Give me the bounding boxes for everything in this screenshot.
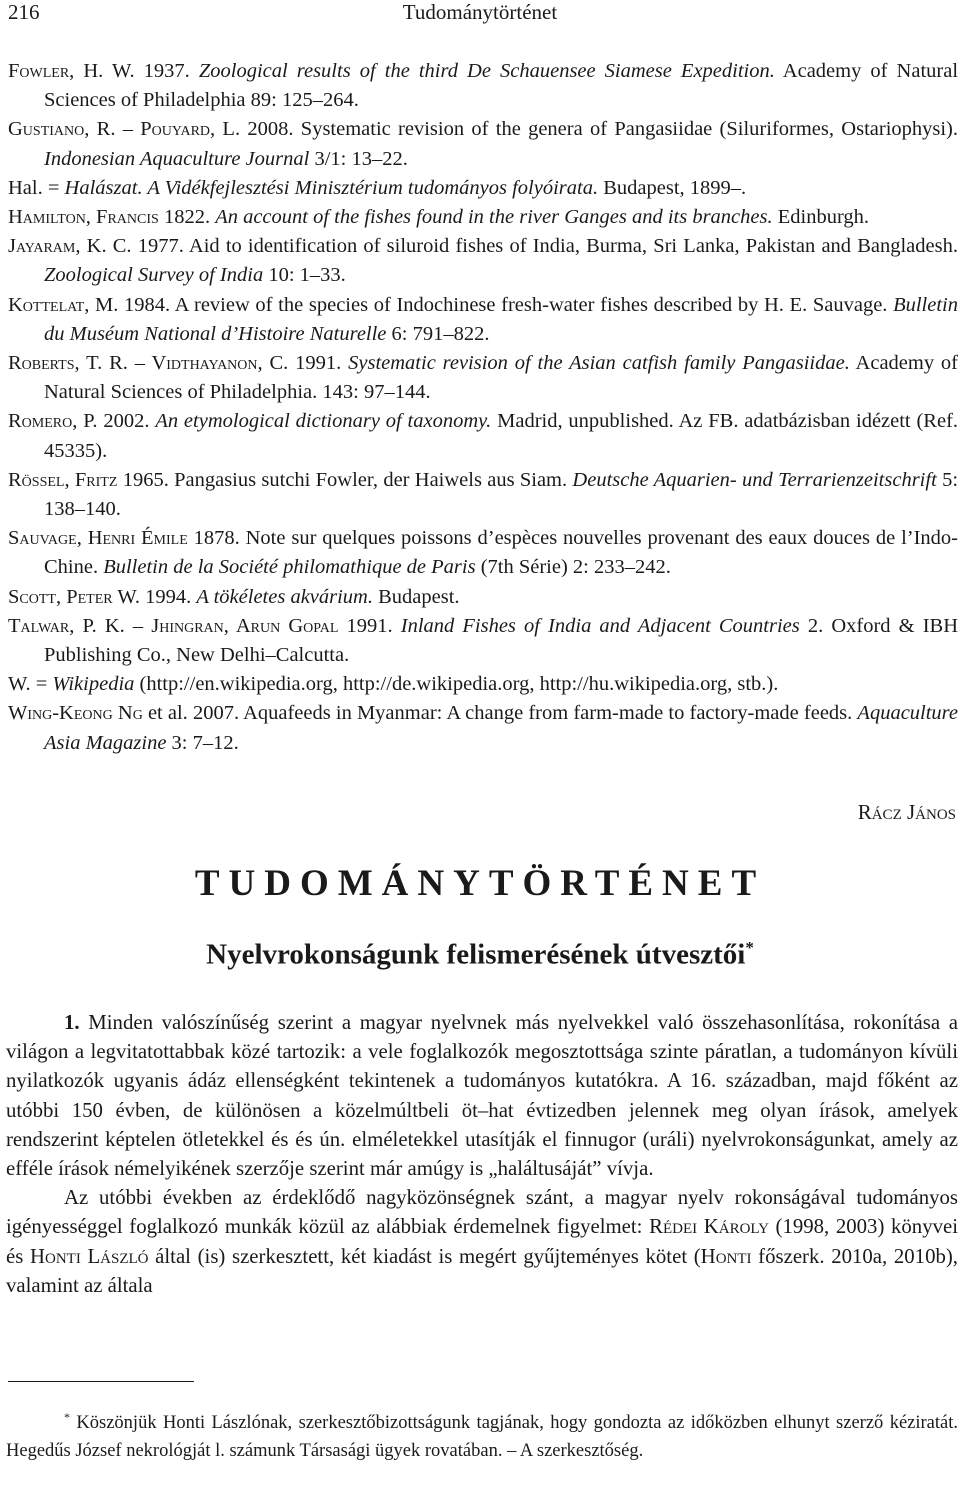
reference-text: A review of the species of Indochinese fresh-water fishes described by H. E. Sauvage. xyxy=(170,293,894,316)
reference-text: Budapest. xyxy=(373,585,460,608)
reference-author: Gustiano, R. – Pouyard, L. xyxy=(8,118,241,141)
reference-text: (http://en.wikipedia.org, http://de.wikipedia.org, http://hu.wikipedia.org, stb.). xyxy=(134,673,779,696)
cited-author: Honti xyxy=(700,1244,752,1268)
reference-year: 1965. xyxy=(122,468,169,491)
article-body xyxy=(6,1008,958,1300)
reference-text: 6: 791–822. xyxy=(386,322,490,345)
cited-author: Rédei Károly xyxy=(649,1215,769,1239)
reference-title: Halászat. A Vidékfejlesztési Minisztérium tudományos folyóirata. xyxy=(64,176,599,199)
article-title xyxy=(0,938,960,972)
article-author: Rácz János xyxy=(857,800,956,824)
reference-title: A tökéletes akvárium. xyxy=(196,585,373,608)
reference-author: Kottelat, M. xyxy=(8,293,119,316)
reference-text: Academy of Natural Sciences of Philadelphia 89: 125–264. xyxy=(44,60,959,112)
reference-item xyxy=(8,203,958,232)
reference-item xyxy=(8,670,958,699)
reference-title: Bulletin du Muséum National d’Histoire Naturelle xyxy=(44,293,958,345)
footnote-divider xyxy=(8,1381,194,1382)
reference-list xyxy=(8,57,958,758)
reference-title: An etymological dictionary of taxonomy. xyxy=(155,410,492,433)
reference-author: Wing-Keong Ng xyxy=(8,702,143,725)
article-title-text: Nyelvrokonságunk felismerésének útvesztői xyxy=(206,938,746,971)
reference-year: 1994. xyxy=(145,585,192,608)
reference-title: Systematic revision of the Asian catfish family Pangasiidae. xyxy=(348,352,850,375)
reference-item xyxy=(8,115,958,173)
reference-title: Inland Fishes of India and Adjacent Countries xyxy=(400,614,800,637)
reference-title: Zoological Survey of India xyxy=(44,264,264,287)
reference-title: An account of the fishes found in the river Ganges and its branches. xyxy=(215,206,773,229)
reference-text: Edinburgh. xyxy=(772,206,870,229)
reference-year: W. xyxy=(8,673,31,696)
footnote-marker-ref: * xyxy=(64,1410,70,1424)
reference-text: (7th Série) 2: 233–242. xyxy=(475,556,671,579)
reference-year: 2002. xyxy=(103,410,150,433)
section-number: 1. xyxy=(64,1011,80,1034)
reference-author: Fowler, H. W. xyxy=(8,60,135,82)
reference-text: Aid to identification of siluroid fishes of India, Burma, Sri Lanka, Pakistan and Bangladesh. xyxy=(183,235,958,258)
reference-author: Romero, P. xyxy=(8,410,98,433)
reference-item xyxy=(8,349,958,407)
reference-year: 1991. xyxy=(295,352,342,375)
reference-item xyxy=(8,407,958,465)
reference-text: 2. Oxford & IBH Publishing Co., New Delhi–Calcutta. xyxy=(44,614,958,667)
reference-year: 1991. xyxy=(346,614,393,637)
reference-year: 1878. xyxy=(193,527,240,550)
reference-item xyxy=(8,466,958,524)
reference-text: 10: 1–33. xyxy=(263,264,346,287)
reference-title: Aquaculture Asia Magazine xyxy=(44,702,958,754)
cited-author: Honti László xyxy=(29,1244,149,1268)
reference-text: 3: 7–12. xyxy=(166,731,239,754)
section-title: TUDOMÁNYTÖRTÉNET xyxy=(194,863,766,904)
reference-text xyxy=(393,615,401,637)
reference-year: 1984. xyxy=(124,293,171,316)
reference-text: Systematic revision of the genera of Pangasiidae (Siluriformes, Ostariophysi). xyxy=(293,118,959,141)
reference-text: et al. 2007. Aquafeeds in Myanmar: A change from farm-made to factory-made feeds. xyxy=(142,702,858,725)
reference-text: Pangasius sutchi Fowler, der Haiwels aus Siam. xyxy=(168,468,573,491)
reference-text: 3/1: 13–22. xyxy=(309,147,408,170)
paragraph-text: Minden valószínűség szerint a magyar nyelvnek más nyelvekkel való összehasonlítása, rokonítása a világon a legvitatottabbak közé tartozik: a vele foglalkozók megosztottsága szinte páratlan, a tudományon kívüli nyilatkozók ugyanis ádáz ellenségként tekintenek a tudományos kutatókra. A 16. században, majd főként az utóbbi 150 évben, de különösen a közelmúltbeli öt–hat évtizedben jelennek meg olyan írások, amelyek rendszerint képtelen ötletekkel és és ún. elméletekkel utasítják el finnugor (uráli) nyelvrokonságunkat, amely az efféle írások némelyikének szerzője szerint már amúgy is „haláltusáját” vívja. xyxy=(6,1011,958,1181)
paragraph-text: Az utóbbi években az érdeklődő nagyközönségnek szánt, a magyar nyelv rokonságával tudományos igényességgel foglalkozó munkák közül az alábbiak érdemelnek figyelmet: xyxy=(6,1186,958,1239)
running-title: Tudománytörténet xyxy=(402,0,558,24)
paragraph-text: által (is) szerkesztett, két kiadást is megért gyűjteményes kötet ( xyxy=(148,1244,701,1268)
footnote-marker: * xyxy=(745,938,754,957)
paragraph-text: (1998, 2003) könyvei és xyxy=(6,1215,959,1268)
reference-title: Zoological results of the third De Schauensee Siamese Expedition. xyxy=(198,60,775,82)
reference-item xyxy=(8,57,958,115)
reference-text xyxy=(190,60,199,82)
reference-author: Roberts, T. R. – Vidthayanon, C. xyxy=(8,352,289,375)
paragraph-text: főszerk. 2010a, 2010b), valamint az általa xyxy=(6,1244,959,1297)
reference-item xyxy=(8,699,958,757)
footnote xyxy=(6,1403,958,1465)
reference-year: 1822. xyxy=(163,206,211,229)
reference-text: Budapest, 1899–. xyxy=(598,176,747,199)
reference-year: Hal. xyxy=(8,176,43,199)
page-number: 216 xyxy=(8,0,40,24)
reference-author: Sauvage, Henri Émile xyxy=(8,527,188,550)
reference-year: 2008. xyxy=(247,118,294,141)
reference-item xyxy=(8,291,958,349)
reference-text: = xyxy=(42,176,65,199)
reference-item xyxy=(8,174,958,203)
reference-author: Jayaram, K. C. xyxy=(8,235,132,258)
reference-text: 5: 138–140. xyxy=(44,468,959,521)
reference-text: = xyxy=(30,673,53,696)
reference-text: Note sur quelques poissons d’espèces nouvelles provenant des eaux douces de l’Indo-Chine. xyxy=(44,527,959,579)
page-header xyxy=(0,0,960,30)
body-paragraph xyxy=(6,1183,958,1300)
reference-item xyxy=(8,612,958,670)
reference-title: Bulletin de la Société philomathique de Paris xyxy=(103,556,476,579)
reference-author: Scott, Peter W. xyxy=(8,585,140,608)
reference-text: Academy of Natural Sciences of Philadelphia. 143: 97–144. xyxy=(44,352,959,404)
reference-year: 1937. xyxy=(143,60,190,82)
reference-title: Indonesian Aquaculture Journal xyxy=(44,147,310,170)
reference-item xyxy=(8,583,958,612)
footnote-text: Köszönjük Honti Lászlónak, szerkesztőbizottságunk tagjának, hogy gondozta az időközben elhunyt szerző kéziratát. Hegedűs József nekrológját l. számunk Társasági ügyek rovatában. – A szerkesztőség. xyxy=(6,1413,958,1462)
reference-author: Talwar, P. K. – Jhingran, Arun Gopal xyxy=(8,614,339,637)
reference-text: Madrid, unpublished. Az FB. adatbázisban idézett (Ref. 45335). xyxy=(44,410,959,462)
body-paragraph xyxy=(6,1008,958,1183)
reference-author: Rössel, Fritz xyxy=(8,468,118,491)
reference-item xyxy=(8,232,958,290)
reference-year: 1977. xyxy=(137,235,184,258)
reference-author: Hamilton, Francis xyxy=(8,206,159,229)
reference-title: Deutsche Aquarien- und Terrarienzeitschrift xyxy=(572,468,937,491)
reference-title: Wikipedia xyxy=(52,673,135,696)
reference-item xyxy=(8,524,958,582)
